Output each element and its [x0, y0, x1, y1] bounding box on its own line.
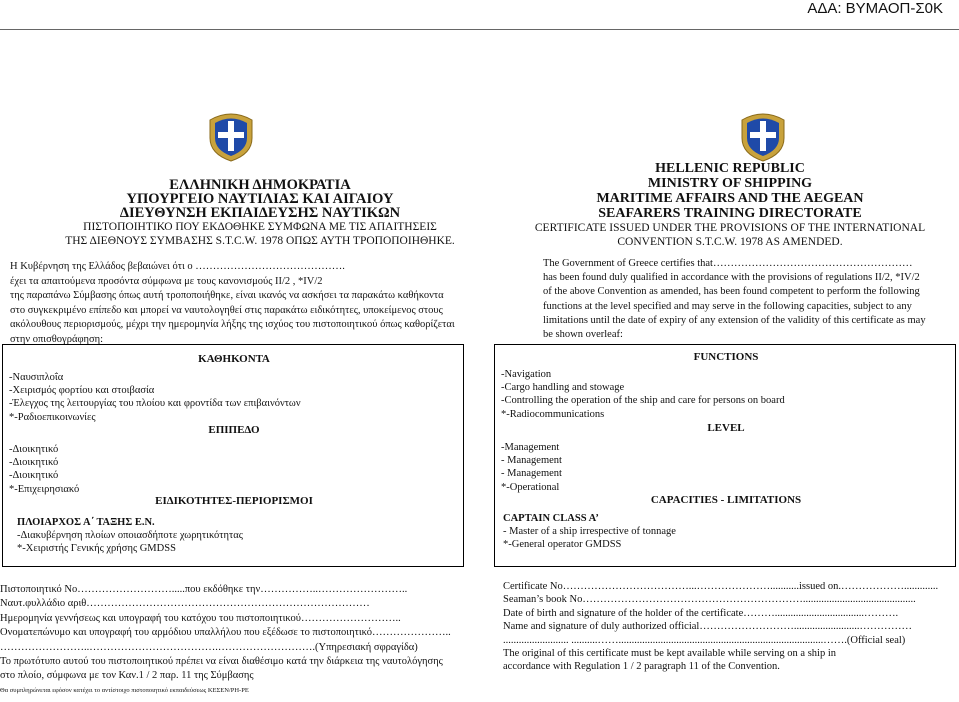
en-functions-title: FUNCTIONS: [693, 351, 759, 363]
list-item: - Management: [501, 468, 562, 480]
list-item: *-General operator GMDSS: [503, 539, 622, 551]
gr-para-line: Η Κυβέρνηση της Ελλάδος βεβαιώνει ότι ο …………………………………….: [10, 261, 345, 272]
gr-levels-list: [9, 443, 79, 496]
list-item: -Έλεγχος της λειτουργίας του πλοίου και φροντίδα των επιβαινόντων: [9, 398, 301, 410]
gr-subheader-line: ΠΙΣΤΟΠΟΙΗΤΙΚΟ ΠΟΥ ΕΚΔΟΘΗΚΕ ΣΥΜΦΩΝΑ ΜΕ ΤΙΣ ΑΠΑΙΤΗΣΕΙΣ: [83, 221, 437, 233]
en-footer-line: Seaman’s book No………………………………………………………...........................................: [503, 594, 916, 606]
en-header-line: MINISTRY OF SHIPPING: [647, 176, 813, 191]
gr-footer-line: ……………………..……………………………….……………………….(Υπηρεσιακή σφραγίδα): [0, 641, 418, 653]
gr-header-line: ΔΙΕΥΘΥΝΣΗ ΕΚΠΑΙΔΕΥΣΗΣ ΝΑΥΤΙΚΩΝ: [119, 205, 401, 221]
list-item: - Management: [501, 455, 562, 467]
en-para-line: has been found duly qualified in accordance with the provisions of regulations II/2, *IV/2: [543, 272, 920, 284]
gr-footer-line: Ναυτ.φυλλάδιο αριθ………………………………………………………………………: [0, 598, 370, 610]
list-item: -Διακυβέρνηση πλοίων οποιασδήποτε χωρητικότητας: [17, 530, 243, 542]
gr-subheader-line: ΤΗΣ ΔΙΕΘΝΟΥΣ ΣΥΜΒΑΣΗΣ S.T.C.W. 1978 ΟΠΩΣ ΑΥΤΗ ΤΡΟΠΟΠΟΙΗΘΗΚΕ.: [65, 235, 455, 247]
gr-footer-line: στο πλοίο, σύμφωνα με τον Καν.1 / 2 παρ. 11 της Σύμβασης: [0, 670, 254, 682]
gr-para-line: στην οπισθογράφηση:: [10, 333, 104, 345]
gr-para-line: έχει τα απαιτούμενα προσόντα σύμφωνα με τους κανονισμούς II/2 , *IV/2: [10, 275, 323, 287]
en-header-line: HELLENIC REPUBLIC: [655, 161, 805, 176]
en-subheader-line: CERTIFICATE ISSUED UNDER THE PROVISIONS OF THE INTERNATIONAL: [534, 222, 926, 234]
en-footer-line: accordance with Regulation 1 / 2 paragraph 11 of the Convention.: [503, 661, 780, 673]
gr-header-line: ΥΠΟΥΡΓΕΙΟ ΝΑΥΤΙΛΙΑΣ ΚΑΙ ΑΙΓΑΙΟΥ: [126, 191, 394, 207]
en-capacities-list: [503, 512, 676, 552]
gr-footer-line: Ημερομηνία γεννήσεως και υπογραφή του κατόχου του πιστοποιητικού………………………..: [0, 612, 401, 624]
list-item: *-Χειριστής Γενικής χρήσης GMDSS: [17, 543, 176, 555]
gr-level-title: ΕΠΙΠΕΔΟ: [208, 424, 260, 436]
en-footer-line: Date of birth and signature of the holder of the certificate………..................................……….: [503, 607, 899, 619]
gr-footer-line: Ονοματεπώνυμο και υπογραφή του αρμόδιου υπαλλήλου που εξέδωσε το πιστοποιητικό…………………..: [0, 627, 451, 639]
en-capacities-title: CAPACITIES - LIMITATIONS: [650, 494, 802, 506]
en-functions-box: [494, 344, 956, 567]
en-footer: [503, 580, 938, 674]
gr-functions-title: ΚΑΘΗΚΟΝΤΑ: [198, 353, 270, 365]
list-item: -Διοικητικό: [9, 470, 59, 482]
en-footer-line: ......................... ..........……..............................................................................…….(Official seal): [503, 634, 906, 646]
list-item: *-Ραδιοεπικοινωνίες: [9, 411, 96, 423]
top-divider: [0, 29, 959, 30]
gr-para-line: στο συγκεκριμένο επίπεδο και μπορεί να ναυτολογηθεί στις παρακάτω ειδικότητες, υποκείμενος στους: [10, 304, 443, 316]
en-para-line: of the above Convention as amended, has been found competent to perform the following: [543, 286, 920, 298]
en-footer-line: Name and signature of duly authorized official……………………….........................……………: [503, 621, 912, 633]
list-item: *-Επιχειρησιακό: [9, 483, 80, 495]
list-item: -Ναυσιπλοΐα: [9, 372, 64, 383]
en-certification-text: [543, 257, 953, 342]
list-item: -Χειρισμός φορτίου και στοιβασία: [9, 385, 155, 397]
gr-para-line: ακόλουθους περιορισμούς, μέχρι την ημερομηνία λήξης της ισχύος του πιστοποιητικού όπως καθορίζεται: [10, 319, 455, 331]
en-header: [480, 161, 959, 249]
ada-code: ΑΔΑ: ΒΥΜΑΟΠ-Σ0Κ: [807, 0, 943, 17]
list-item: *-Operational: [501, 481, 560, 493]
en-levels-list: [501, 441, 562, 494]
gr-capacities-list: [17, 516, 243, 556]
gr-footer-line: Πιστοποιητικό Νο……………………….....που εκδόθηκε την……………..……………………..: [0, 584, 408, 595]
gr-functions-list: [9, 371, 301, 424]
list-item: -Controlling the operation of the ship and care for persons on board: [501, 395, 785, 407]
list-item: -Διοικητικό: [9, 444, 59, 455]
gr-footer-line: Το πρωτότυπο αυτού του πιστοποιητικού πρέπει να είναι διαθέσιμο κατά την διάρκεια της ναυτολόγησης: [0, 656, 443, 668]
greek-coat-of-arms-icon: [738, 108, 788, 162]
en-functions-list: [501, 368, 785, 421]
list-item: -Cargo handling and stowage: [501, 382, 625, 394]
gr-certification-text: [10, 260, 480, 348]
en-footer-line: Certificate No………………………………...…………………...........issued on.……………….............: [503, 581, 939, 592]
en-footer-line: The original of this certificate must be kept available while serving on a ship in: [503, 648, 836, 660]
en-subheader-line: CONVENTION S.T.C.W. 1978 AS AMENDED.: [617, 236, 843, 248]
en-header-line: SEAFARERS TRAINING DIRECTORATE: [598, 206, 862, 221]
en-para-line: functions at the level specified and may serve in the following capacities, subject to any: [543, 300, 912, 312]
list-item: -Management: [501, 442, 560, 453]
list-item: *-Radiocommunications: [501, 408, 605, 420]
gr-footnote: Θα συμπληρώνεται εφόσον κατέχει το αντίστοιχο πιστοποιητικό εκπαιδεύσεως ΚΕΣΕΝ/ΡΗ-ΡΕ: [0, 686, 249, 694]
gr-footer: [0, 583, 451, 698]
en-para-line: The Government of Greece certifies that…………………………………………………: [543, 258, 913, 269]
gr-header: [0, 178, 520, 248]
gr-functions-box: [2, 344, 464, 567]
en-level-title: LEVEL: [707, 422, 745, 434]
en-para-line: be shown overleaf:: [543, 329, 623, 341]
gr-header-line: ΕΛΛΗΝΙΚΗ ΔΗΜΟΚΡΑΤΙΑ: [169, 177, 351, 193]
list-item: -Navigation: [501, 369, 552, 380]
en-header-line: MARITIME AFFAIRS AND THE AEGEAN: [596, 191, 864, 206]
greek-coat-of-arms-icon: [206, 108, 256, 162]
capacity-head: ΠΛΟΙΑΡΧΟΣ Α΄ ΤΑΞΗΣ Ε.Ν.: [17, 517, 155, 528]
en-para-line: limitations until the date of expiry of any extension of the validity of this certificate as may: [543, 314, 926, 326]
gr-para-line: της παραπάνω Σύμβασης όπως αυτή τροποποιήθηκε, είναι ικανός να ασκήσει τα παρακάτω καθήκοντα: [10, 290, 444, 302]
gr-capacities-title: ΕΙΔΙΚΟΤΗΤΕΣ-ΠΕΡΙΟΡΙΣΜΟΙ: [155, 495, 313, 507]
list-item: - Master of a ship irrespective of tonnage: [503, 526, 676, 538]
list-item: -Διοικητικό: [9, 457, 59, 469]
capacity-head: CAPTAIN CLASS A’: [503, 513, 599, 524]
